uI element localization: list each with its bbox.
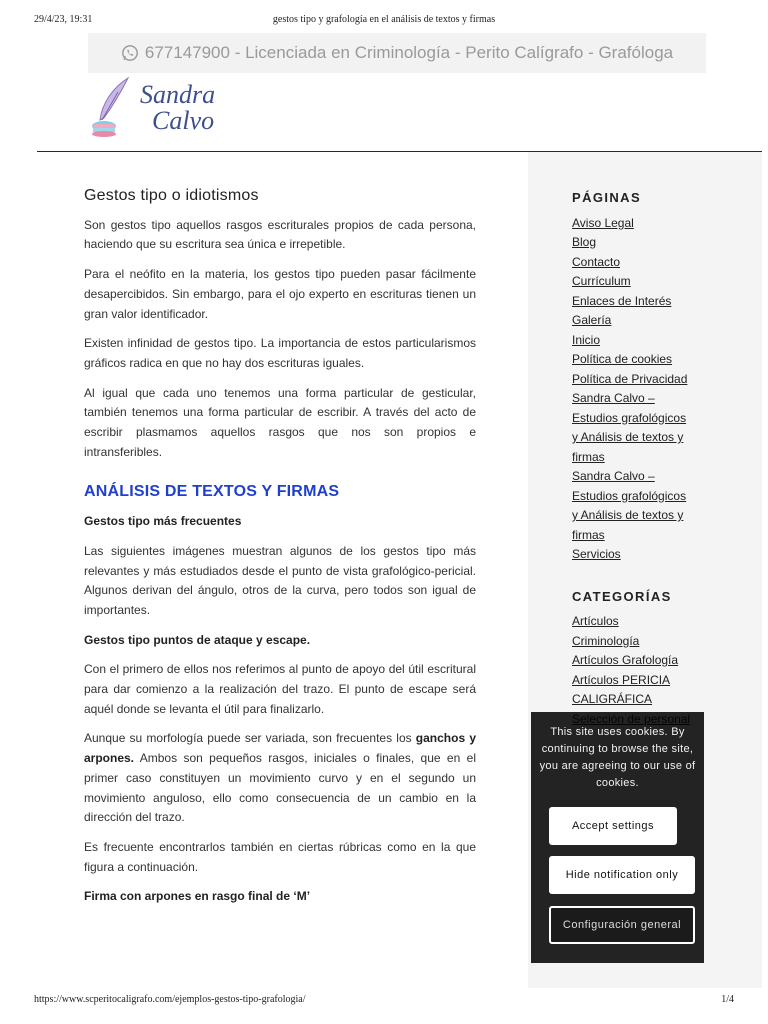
sidebar-link-curriculum[interactable]: Currículum (572, 274, 631, 288)
paragraph: Para el neófito en la materia, los gestos tipo pueden pasar fácilmente desapercibidos. Sin embargo, para el ojo experto en escrituras tienen un gran valor identificador. (84, 267, 476, 321)
print-page-number: 1/4 (721, 994, 734, 1005)
site-logo[interactable] (88, 76, 248, 140)
paragraph-text: Aunque su morfología puede ser variada, son frecuentes los (84, 731, 416, 746)
sidebar-link-contacto[interactable]: Contacto (572, 254, 621, 269)
subheading: Gestos tipo más frecuentes (84, 514, 242, 529)
paragraph: Existen infinidad de gestos tipo. La importancia de estos particularismos gráficos radica en que no hay dos escrituras iguales. (84, 336, 476, 370)
print-url: https://www.scperitocaligrafo.com/ejemplos-gestos-tipo-grafologia/ (34, 994, 306, 1005)
logo-name-first: Sandra (140, 80, 216, 109)
hide-notification-button[interactable]: Hide notification only (549, 856, 695, 894)
sidebar-link-estudios-1[interactable]: Sandra Calvo – Estudios grafológicos y Análisis de textos y firmas (572, 391, 687, 464)
contact-topbar (88, 33, 706, 73)
sidebar-link-inicio[interactable]: Inicio (572, 332, 601, 347)
subheading: Firma con arpones en rasgo final de ‘M’ (84, 889, 311, 904)
sidebar-link-aviso-legal[interactable]: Aviso Legal (572, 215, 634, 230)
subheading: Gestos tipo puntos de ataque y escape. (84, 632, 311, 647)
sidebar-category-articulos[interactable]: Artículos (572, 614, 619, 628)
sidebar-link-blog[interactable]: Blog (572, 235, 597, 249)
sidebar-categories-title: CATEGORÍAS (572, 588, 672, 604)
sidebar-link-privacidad[interactable]: Política de Privacidad (572, 371, 688, 386)
sidebar-link-galeria[interactable]: Galería (572, 313, 612, 327)
paragraph (84, 729, 476, 828)
sidebar-link-enlaces[interactable]: Enlaces de Interés (572, 293, 672, 308)
print-datetime: 29/4/23, 19:31 (34, 14, 93, 25)
sidebar-category-criminologia[interactable]: Criminología (572, 633, 640, 648)
section-title: ANÁLISIS DE TEXTOS Y FIRMAS (84, 483, 340, 501)
sidebar-link-servicios[interactable]: Servicios (572, 547, 621, 561)
cookie-banner (531, 712, 704, 963)
article-content (84, 186, 476, 917)
general-settings-button[interactable]: Configuración general (549, 906, 695, 944)
logo-name-last: Calvo (152, 106, 215, 135)
sidebar-link-cookies[interactable]: Política de cookies (572, 352, 673, 366)
sidebar-category-grafologia[interactable]: Artículos Grafología (572, 653, 679, 667)
sidebar-spacer (572, 565, 692, 587)
quill-inkwell-icon (88, 76, 138, 140)
paragraph: Son gestos tipo aquellos rasgos escriturales propios de cada persona, haciendo que su escritura sea única e irrepetible. (84, 217, 476, 252)
paragraph-text: Ambos son pequeños rasgos, iniciales o finales, que en el primer caso constituyen un movimiento curvo y en el segundo un movimiento anguloso, ello como consecuencia de un cambio en la dirección del trazo. (84, 751, 476, 825)
paragraph: Las siguientes imágenes muestran algunos de los gestos tipo más relevantes y más estudiados desde el punto de vista grafológico-pericial. Algunos derivan del ángulo, otros de la curva, pero todos son igual de importantes. (84, 543, 476, 617)
accept-settings-button[interactable]: Accept settings (549, 807, 677, 845)
paragraph: Al igual que cada uno tenemos una forma particular de gesticular, también tenemos una forma particular de escribir. A través del acto de escribir plasmamos aquellos rasgos que nos son propios e intransferibles. (84, 385, 476, 459)
article-heading: Gestos tipo o idiotismos (84, 187, 259, 204)
paragraph: Con el primero de ellos nos referimos al punto de apoyo del útil escritural para dar comienzo a la realización del trazo. El punto de escape será aquél donde se levanta el útil para finalizarlo. (84, 662, 476, 716)
sidebar-link-estudios-2[interactable]: Sandra Calvo – Estudios grafológicos y Análisis de textos y firmas (572, 469, 687, 542)
print-document-title: gestos tipo y grafología en el análisis de textos y firmas (272, 14, 496, 25)
paragraph: Es frecuente encontrarlos también en ciertas rúbricas como en la que figura a continuación. (84, 839, 476, 874)
cookie-message: This site uses cookies. By continuing to browse the site, you are agreeing to our use of cookies. (539, 726, 696, 789)
sidebar (572, 188, 692, 729)
whatsapp-icon (121, 44, 139, 62)
sidebar-category-pericia[interactable]: Artículos PERICIA CALIGRÁFICA (572, 672, 671, 706)
bold-term: ganchos y arpones. (84, 731, 476, 766)
sidebar-pages-title: PÁGINAS (572, 190, 642, 205)
contact-topbar-text[interactable]: 677147900 - Licenciada en Criminología - Perito Calígrafo - Grafóloga (144, 43, 674, 62)
